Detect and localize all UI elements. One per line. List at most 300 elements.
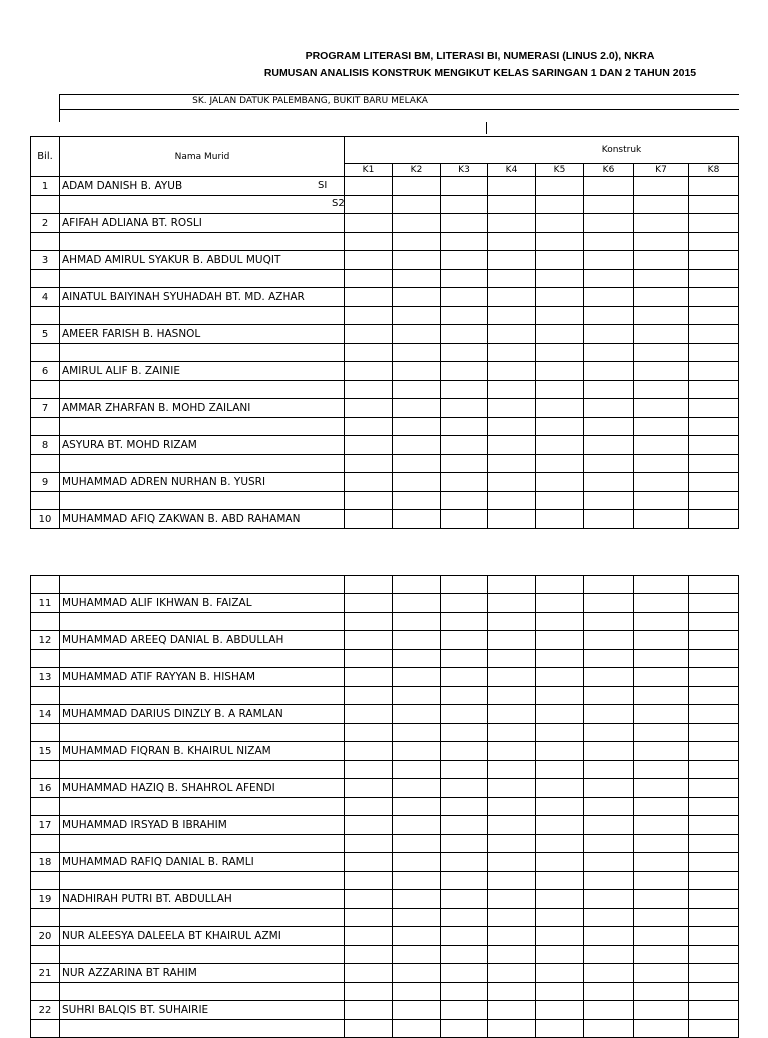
score-cell[interactable] [488,964,536,983]
score-cell[interactable] [584,668,634,687]
score-cell[interactable] [488,1020,536,1038]
score-cell[interactable] [689,325,739,344]
score-cell[interactable] [689,214,739,233]
score-cell[interactable] [441,668,488,687]
score-cell[interactable] [345,270,393,288]
score-cell[interactable] [393,399,441,418]
score-cell[interactable] [60,946,345,964]
score-cell[interactable] [634,816,689,835]
score-cell[interactable] [441,576,488,594]
score-cell[interactable] [488,214,536,233]
score-cell[interactable] [393,270,441,288]
score-cell[interactable] [689,872,739,890]
score-cell[interactable] [584,779,634,798]
score-cell[interactable] [634,890,689,909]
score-cell[interactable] [31,270,60,288]
score-cell[interactable] [634,687,689,705]
score-cell[interactable] [345,510,393,529]
score-cell[interactable] [536,631,584,650]
score-cell[interactable] [441,872,488,890]
score-cell[interactable] [488,344,536,362]
score-cell[interactable] [634,927,689,946]
score-cell[interactable] [345,576,393,594]
score-cell[interactable] [689,196,739,214]
score-cell[interactable] [345,362,393,381]
score-cell[interactable] [634,214,689,233]
score-cell[interactable] [689,436,739,455]
score-cell[interactable] [60,576,345,594]
score-cell[interactable] [60,270,345,288]
score-cell[interactable] [488,705,536,724]
score-cell[interactable] [584,631,634,650]
score-cell[interactable] [689,835,739,853]
score-cell[interactable] [584,909,634,927]
score-cell[interactable] [488,492,536,510]
score-cell[interactable] [634,668,689,687]
score-cell[interactable] [536,761,584,779]
score-cell[interactable] [634,761,689,779]
score-cell[interactable] [31,983,60,1001]
score-cell[interactable] [31,872,60,890]
score-cell[interactable] [689,455,739,473]
score-cell[interactable] [488,251,536,270]
score-cell[interactable] [689,418,739,436]
score-cell[interactable] [393,233,441,251]
score-cell[interactable] [536,307,584,325]
score-cell[interactable] [634,576,689,594]
score-cell[interactable] [536,890,584,909]
score-cell[interactable] [488,288,536,307]
score-cell[interactable] [345,946,393,964]
score-cell[interactable] [488,872,536,890]
score-cell[interactable] [345,705,393,724]
score-cell[interactable] [441,436,488,455]
score-cell[interactable] [345,594,393,613]
score-cell[interactable] [60,418,345,436]
score-cell[interactable] [60,381,345,399]
score-cell[interactable] [488,613,536,631]
score-cell[interactable] [441,687,488,705]
score-cell[interactable] [345,418,393,436]
score-cell[interactable] [536,233,584,251]
score-cell[interactable] [345,890,393,909]
score-cell[interactable] [393,594,441,613]
score-cell[interactable] [584,325,634,344]
score-cell[interactable] [345,344,393,362]
score-cell[interactable] [441,705,488,724]
score-cell[interactable] [393,510,441,529]
score-cell[interactable] [689,687,739,705]
score-cell[interactable] [345,650,393,668]
score-cell[interactable] [689,362,739,381]
score-cell[interactable] [393,177,441,196]
score-cell[interactable] [488,946,536,964]
score-cell[interactable] [536,455,584,473]
score-cell[interactable] [345,909,393,927]
score-cell[interactable] [488,890,536,909]
score-cell[interactable] [584,251,634,270]
score-cell[interactable] [345,668,393,687]
score-cell[interactable] [393,325,441,344]
score-cell[interactable] [441,761,488,779]
score-cell[interactable] [488,473,536,492]
score-cell[interactable] [584,288,634,307]
score-cell[interactable] [536,270,584,288]
score-cell[interactable] [345,307,393,325]
score-cell[interactable] [441,816,488,835]
score-cell[interactable] [60,687,345,705]
score-cell[interactable] [536,399,584,418]
score-cell[interactable] [60,233,345,251]
score-cell[interactable] [31,650,60,668]
score-cell[interactable] [488,909,536,927]
score-cell[interactable] [345,687,393,705]
score-cell[interactable] [60,761,345,779]
score-cell[interactable] [31,381,60,399]
score-cell[interactable] [584,362,634,381]
score-cell[interactable] [393,455,441,473]
score-cell[interactable] [689,1001,739,1020]
score-cell[interactable] [536,325,584,344]
score-cell[interactable] [60,909,345,927]
score-cell[interactable] [634,613,689,631]
score-cell[interactable] [441,964,488,983]
score-cell[interactable] [393,631,441,650]
score-cell[interactable] [60,344,345,362]
score-cell[interactable] [584,1020,634,1038]
score-cell[interactable] [584,177,634,196]
score-cell[interactable] [584,742,634,761]
score-cell[interactable] [689,798,739,816]
score-cell[interactable] [634,418,689,436]
score-cell[interactable] [393,381,441,399]
score-cell[interactable] [488,307,536,325]
score-cell[interactable] [31,1020,60,1038]
score-cell[interactable] [689,816,739,835]
score-cell[interactable] [393,853,441,872]
score-cell[interactable] [689,983,739,1001]
score-cell[interactable] [689,177,739,196]
score-cell[interactable] [689,381,739,399]
score-cell[interactable] [634,233,689,251]
score-cell[interactable] [31,233,60,251]
score-cell[interactable] [536,927,584,946]
score-cell[interactable] [536,177,584,196]
score-cell[interactable] [393,872,441,890]
score-cell[interactable] [393,344,441,362]
score-cell[interactable] [689,724,739,742]
score-cell[interactable] [689,594,739,613]
score-cell[interactable] [488,455,536,473]
score-cell[interactable] [584,1001,634,1020]
score-cell[interactable] [689,344,739,362]
score-cell[interactable] [634,196,689,214]
score-cell[interactable] [31,576,60,594]
score-cell[interactable] [536,816,584,835]
score-cell[interactable] [31,946,60,964]
score-cell[interactable] [584,455,634,473]
score-cell[interactable] [488,668,536,687]
score-cell[interactable] [345,964,393,983]
score-cell[interactable] [488,687,536,705]
score-cell[interactable] [634,724,689,742]
score-cell[interactable] [393,473,441,492]
score-cell[interactable] [393,1020,441,1038]
score-cell[interactable] [31,418,60,436]
score-cell[interactable] [536,288,584,307]
score-cell[interactable] [393,613,441,631]
score-cell[interactable] [634,779,689,798]
score-cell[interactable] [634,251,689,270]
score-cell[interactable] [689,251,739,270]
score-cell[interactable] [584,473,634,492]
score-cell[interactable] [31,492,60,510]
score-cell[interactable] [584,594,634,613]
score-cell[interactable] [689,288,739,307]
score-cell[interactable] [345,455,393,473]
score-cell[interactable] [345,381,393,399]
score-cell[interactable] [536,381,584,399]
score-cell[interactable] [31,761,60,779]
score-cell[interactable] [393,816,441,835]
score-cell[interactable] [60,196,345,214]
score-cell[interactable] [441,1020,488,1038]
score-cell[interactable] [584,214,634,233]
score-cell[interactable] [689,233,739,251]
score-cell[interactable] [634,436,689,455]
score-cell[interactable] [584,816,634,835]
score-cell[interactable] [689,668,739,687]
score-cell[interactable] [634,964,689,983]
score-cell[interactable] [441,288,488,307]
score-cell[interactable] [689,613,739,631]
score-cell[interactable] [441,946,488,964]
score-cell[interactable] [689,761,739,779]
score-cell[interactable] [345,196,393,214]
score-cell[interactable] [634,473,689,492]
score-cell[interactable] [536,650,584,668]
score-cell[interactable] [393,964,441,983]
score-cell[interactable] [441,381,488,399]
score-cell[interactable] [393,307,441,325]
score-cell[interactable] [393,761,441,779]
score-cell[interactable] [60,307,345,325]
score-cell[interactable] [488,270,536,288]
score-cell[interactable] [584,399,634,418]
score-cell[interactable] [345,492,393,510]
score-cell[interactable] [441,418,488,436]
score-cell[interactable] [634,983,689,1001]
score-cell[interactable] [345,613,393,631]
score-cell[interactable] [488,196,536,214]
score-cell[interactable] [441,214,488,233]
score-cell[interactable] [584,233,634,251]
score-cell[interactable] [634,594,689,613]
score-cell[interactable] [393,576,441,594]
score-cell[interactable] [393,835,441,853]
score-cell[interactable] [634,362,689,381]
score-cell[interactable] [584,492,634,510]
score-cell[interactable] [60,798,345,816]
score-cell[interactable] [441,251,488,270]
score-cell[interactable] [393,492,441,510]
score-cell[interactable] [536,835,584,853]
score-cell[interactable] [689,927,739,946]
score-cell[interactable] [441,510,488,529]
score-cell[interactable] [345,473,393,492]
score-cell[interactable] [584,381,634,399]
score-cell[interactable] [488,761,536,779]
score-cell[interactable] [689,1020,739,1038]
score-cell[interactable] [488,816,536,835]
score-cell[interactable] [536,779,584,798]
score-cell[interactable] [60,1020,345,1038]
score-cell[interactable] [536,724,584,742]
score-cell[interactable] [441,798,488,816]
score-cell[interactable] [488,510,536,529]
score-cell[interactable] [441,724,488,742]
score-cell[interactable] [31,798,60,816]
score-cell[interactable] [584,418,634,436]
score-cell[interactable] [345,251,393,270]
score-cell[interactable] [441,344,488,362]
score-cell[interactable] [393,436,441,455]
score-cell[interactable] [634,510,689,529]
score-cell[interactable] [689,631,739,650]
score-cell[interactable] [441,455,488,473]
score-cell[interactable] [536,214,584,233]
score-cell[interactable] [441,909,488,927]
score-cell[interactable] [536,1001,584,1020]
score-cell[interactable] [634,1020,689,1038]
score-cell[interactable] [345,872,393,890]
score-cell[interactable] [584,436,634,455]
score-cell[interactable] [689,890,739,909]
score-cell[interactable] [393,668,441,687]
score-cell[interactable] [584,724,634,742]
score-cell[interactable] [634,270,689,288]
score-cell[interactable] [393,724,441,742]
score-cell[interactable] [441,853,488,872]
score-cell[interactable] [634,853,689,872]
score-cell[interactable] [345,835,393,853]
score-cell[interactable] [345,798,393,816]
score-cell[interactable] [634,1001,689,1020]
score-cell[interactable] [488,742,536,761]
score-cell[interactable] [345,779,393,798]
score-cell[interactable] [393,742,441,761]
score-cell[interactable] [584,853,634,872]
score-cell[interactable] [634,492,689,510]
score-cell[interactable] [689,510,739,529]
score-cell[interactable] [393,362,441,381]
score-cell[interactable] [584,835,634,853]
score-cell[interactable] [689,307,739,325]
score-cell[interactable] [31,455,60,473]
score-cell[interactable] [536,687,584,705]
score-cell[interactable] [488,835,536,853]
score-cell[interactable] [488,631,536,650]
score-cell[interactable] [584,761,634,779]
score-cell[interactable] [31,724,60,742]
score-cell[interactable] [634,399,689,418]
score-cell[interactable] [536,668,584,687]
score-cell[interactable] [441,492,488,510]
score-cell[interactable] [345,436,393,455]
score-cell[interactable] [393,418,441,436]
score-cell[interactable] [634,288,689,307]
score-cell[interactable] [584,872,634,890]
score-cell[interactable] [345,399,393,418]
score-cell[interactable] [634,344,689,362]
score-cell[interactable] [441,594,488,613]
score-cell[interactable] [536,946,584,964]
score-cell[interactable] [584,705,634,724]
score-cell[interactable] [393,705,441,724]
score-cell[interactable] [689,853,739,872]
score-cell[interactable] [536,909,584,927]
score-cell[interactable] [634,381,689,399]
score-cell[interactable] [345,325,393,344]
score-cell[interactable] [441,927,488,946]
score-cell[interactable] [634,455,689,473]
score-cell[interactable] [393,909,441,927]
score-cell[interactable] [536,473,584,492]
score-cell[interactable] [488,399,536,418]
score-cell[interactable] [441,613,488,631]
score-cell[interactable] [536,492,584,510]
score-cell[interactable] [488,798,536,816]
score-cell[interactable] [536,344,584,362]
score-cell[interactable] [393,798,441,816]
score-cell[interactable] [393,983,441,1001]
score-cell[interactable] [634,177,689,196]
score-cell[interactable] [488,1001,536,1020]
score-cell[interactable] [634,307,689,325]
score-cell[interactable] [584,983,634,1001]
score-cell[interactable] [441,650,488,668]
score-cell[interactable] [393,214,441,233]
score-cell[interactable] [689,779,739,798]
score-cell[interactable] [441,233,488,251]
score-cell[interactable] [584,510,634,529]
score-cell[interactable] [441,196,488,214]
score-cell[interactable] [60,492,345,510]
score-cell[interactable] [441,631,488,650]
score-cell[interactable] [634,705,689,724]
score-cell[interactable] [441,835,488,853]
score-cell[interactable] [441,983,488,1001]
score-cell[interactable] [689,576,739,594]
score-cell[interactable] [441,362,488,381]
score-cell[interactable] [536,964,584,983]
score-cell[interactable] [60,650,345,668]
score-cell[interactable] [441,890,488,909]
score-cell[interactable] [488,436,536,455]
score-cell[interactable] [536,742,584,761]
score-cell[interactable] [584,946,634,964]
score-cell[interactable] [31,344,60,362]
score-cell[interactable] [31,687,60,705]
score-cell[interactable] [536,983,584,1001]
score-cell[interactable] [60,872,345,890]
score-cell[interactable] [441,473,488,492]
score-cell[interactable] [441,177,488,196]
score-cell[interactable] [634,798,689,816]
score-cell[interactable] [31,307,60,325]
score-cell[interactable] [536,362,584,381]
score-cell[interactable] [584,576,634,594]
